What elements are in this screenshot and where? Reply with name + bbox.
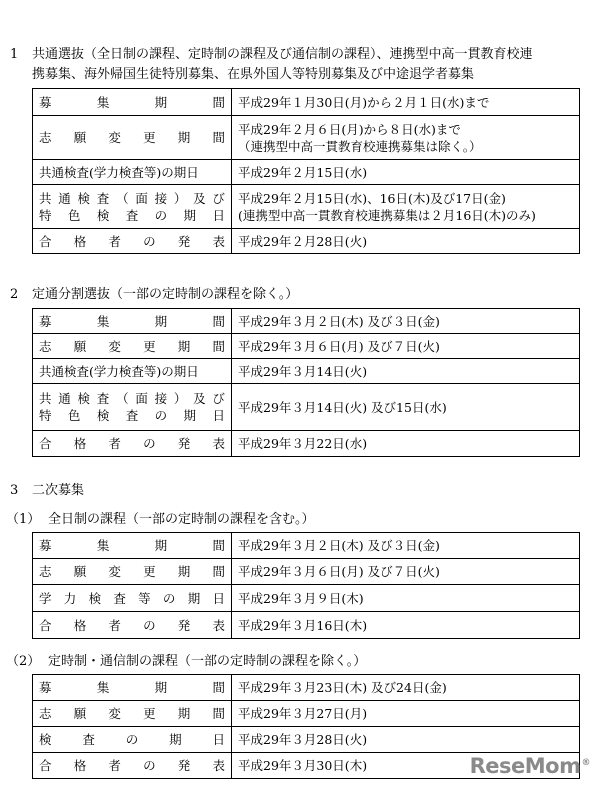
label-char: 表 — [212, 617, 225, 633]
label-char: 発 — [177, 758, 191, 773]
table-row — [33, 334, 580, 359]
row-label — [33, 334, 232, 359]
label-char: 合 — [39, 758, 52, 773]
row-label — [33, 753, 232, 779]
label-char: 合 — [39, 436, 52, 451]
label-char: 集 — [96, 538, 110, 553]
label-char: 特 — [39, 408, 52, 423]
value-line: （連携型中高一貫教育校連携募集は除く。） — [238, 138, 482, 154]
table-row — [33, 359, 580, 384]
label-char: ） — [173, 391, 187, 406]
row-label — [33, 675, 232, 701]
label-char: 募 — [39, 538, 52, 553]
label-char: 査 — [113, 590, 126, 606]
label-char: 面 — [135, 190, 148, 206]
label-char: 集 — [96, 94, 110, 110]
row-value: 平成29年２月15日(水) — [232, 160, 580, 185]
label-char: 色 — [67, 408, 81, 423]
label-char: 期 — [177, 706, 191, 721]
row-label — [33, 701, 232, 727]
table-row — [33, 185, 580, 229]
label-char: 間 — [212, 313, 225, 329]
label-char: 期 — [183, 207, 197, 223]
label-char: の — [143, 758, 156, 773]
label-char: 検 — [77, 391, 91, 406]
label-char: 変 — [108, 130, 121, 145]
table-row — [33, 309, 580, 334]
label-char: 者 — [108, 758, 121, 773]
label-char: 検 — [77, 190, 91, 206]
row-label — [33, 533, 232, 559]
table-row — [33, 675, 580, 701]
row-value: 平成29年３月９日(木) — [232, 585, 580, 612]
spaced-label — [39, 435, 225, 452]
label-char: 期 — [177, 564, 191, 579]
label-char: 募 — [39, 680, 52, 695]
label-char: 変 — [108, 564, 121, 579]
subsection-1-heading — [6, 510, 315, 530]
label-char: 変 — [108, 338, 121, 354]
row-label — [33, 585, 232, 612]
registered-mark: ® — [581, 758, 590, 768]
section-1-heading — [10, 45, 533, 65]
label-char: 発 — [177, 617, 191, 633]
label-char: 検 — [39, 732, 52, 747]
label-char: 間 — [212, 564, 225, 579]
table-row — [33, 559, 580, 585]
label-char: び — [212, 190, 225, 206]
label-char: 査 — [96, 391, 110, 406]
label-char: 期 — [154, 538, 168, 553]
table-row — [33, 229, 580, 254]
spaced-label — [39, 407, 225, 424]
label-char: の — [154, 408, 168, 423]
row-label — [33, 229, 232, 254]
label-char: 表 — [212, 233, 225, 249]
label-char: 検 — [88, 590, 102, 606]
label-char: 期 — [183, 408, 197, 423]
label-char: 査 — [125, 408, 139, 423]
label-char: の — [143, 233, 156, 249]
label-char: の — [162, 590, 176, 606]
label-char: 接 — [154, 391, 168, 406]
row-value: 平成29年３月28日(火) — [232, 727, 580, 753]
row-label — [33, 612, 232, 639]
label-char: （ — [116, 190, 129, 206]
value-line: (連携型中高一貫教育校連携募集は２月16日(木)のみ) — [238, 207, 536, 223]
spaced-label — [39, 94, 225, 111]
section-title-line: 携募集、海外帰国生徒特別募集、在県外国人等特別募集及び中途退学者募集 — [32, 67, 475, 82]
label-char: 者 — [108, 617, 121, 633]
label-char: 願 — [73, 564, 87, 579]
section-3-heading — [10, 481, 84, 501]
label-char: 間 — [212, 706, 225, 721]
label-char: 更 — [143, 338, 156, 354]
table-row — [33, 116, 580, 160]
row-value: 平成29年３月30日(木) — [232, 753, 580, 779]
row-value — [232, 185, 580, 229]
label-char: 及 — [193, 190, 206, 206]
row-value: 平成29年３月６日(月) 及び７日(火) — [232, 559, 580, 585]
row-value: 平成29年２月28日(火) — [232, 229, 580, 254]
table-row — [33, 701, 580, 727]
label-char: 期 — [177, 130, 191, 145]
row-label — [33, 116, 232, 160]
label-char: 募 — [39, 313, 52, 329]
label-char: の — [125, 732, 139, 747]
label-char: 志 — [39, 564, 52, 579]
section-title-line: 共通選抜（全日制の課程、定時制の課程及び通信制の課程）、連携型中高一貫教育校連 — [32, 47, 533, 62]
spaced-label — [39, 731, 225, 748]
spaced-label — [39, 563, 225, 580]
label-char: 発 — [177, 233, 191, 249]
label-char: 期 — [154, 94, 168, 110]
label-char: 集 — [96, 313, 110, 329]
label-char: 期 — [154, 680, 168, 695]
label-char: 及 — [193, 391, 206, 406]
row-label — [33, 309, 232, 334]
section-number: 3 — [10, 483, 19, 498]
row-label — [33, 89, 232, 116]
row-value: 平成29年３月２日(木) 及び３日(金) — [232, 533, 580, 559]
subsection-2-heading — [6, 652, 366, 672]
spaced-label — [39, 679, 225, 696]
label-char: 検 — [96, 408, 110, 423]
spaced-label — [39, 390, 225, 407]
spaced-label — [39, 338, 225, 355]
label-char: （ — [116, 391, 129, 406]
row-value: 平成29年３月16日(木) — [232, 612, 580, 639]
spaced-label — [39, 617, 225, 634]
row-value: 平成29年１月30日(月)から２月１日(水)まで — [232, 89, 580, 116]
value-line: 平成29年２月６日(月)から８日(水)まで — [238, 121, 461, 137]
table-row — [33, 533, 580, 559]
row-label — [33, 185, 232, 229]
label-char: 合 — [39, 233, 52, 249]
table-row — [33, 160, 580, 185]
label-char: 面 — [135, 391, 148, 406]
label-char: 志 — [39, 130, 52, 145]
spaced-label — [39, 757, 225, 774]
label-char: 格 — [73, 617, 87, 633]
label-char: 日 — [212, 207, 225, 223]
subsection-title: 全日制の課程（一部の定時制の課程を含む。） — [48, 512, 315, 527]
row-value: 平成29年３月22日(水) — [232, 431, 580, 457]
row-label: 共通検査(学力検査等)の期日 — [33, 160, 232, 185]
label-char: 集 — [96, 680, 110, 695]
label-char: 学 — [39, 590, 52, 606]
section-1-heading-cont — [32, 65, 474, 85]
label-char: 志 — [39, 706, 52, 721]
schedule-table-3-1 — [32, 532, 580, 639]
spaced-label — [39, 313, 225, 330]
label-char: 変 — [108, 706, 121, 721]
label-char: 者 — [108, 233, 121, 249]
label-char: 格 — [73, 436, 87, 451]
resemom-logo — [470, 754, 590, 778]
row-label — [33, 559, 232, 585]
logo-text: ReseMom — [469, 754, 581, 778]
label-char: 更 — [143, 706, 156, 721]
label-char: 接 — [154, 190, 168, 206]
spaced-label — [39, 207, 225, 224]
spaced-label — [39, 705, 225, 722]
label-char: 格 — [73, 758, 87, 773]
label-char: 色 — [67, 207, 81, 223]
label-char: 通 — [58, 391, 71, 406]
row-value — [232, 116, 580, 160]
row-value: 平成29年３月27日(月) — [232, 701, 580, 727]
label-char: 願 — [73, 338, 87, 354]
label-char: 査 — [125, 207, 139, 223]
value-line: 平成29年２月15日(水)、16日(木)及び17日(金) — [238, 190, 506, 206]
label-char: の — [143, 617, 156, 633]
section-2-heading — [10, 285, 298, 305]
section-title-line: 定通分割選抜（一部の定時制の課程を除く。） — [32, 287, 299, 302]
table-row — [33, 384, 580, 431]
label-char: 間 — [212, 538, 225, 553]
label-char: の — [154, 207, 168, 223]
row-value: 平成29年３月23日(木) 及び24日(金) — [232, 675, 580, 701]
label-char: 査 — [82, 732, 95, 747]
label-char: 日 — [212, 590, 225, 606]
label-char: 更 — [143, 564, 156, 579]
row-label — [33, 384, 232, 431]
label-char: 査 — [96, 190, 110, 206]
spaced-label — [39, 233, 225, 250]
label-char: 等 — [138, 590, 151, 606]
table-row — [33, 431, 580, 457]
label-char: 日 — [212, 732, 225, 747]
schedule-table-1 — [32, 88, 580, 254]
label-char: 力 — [63, 590, 77, 606]
label-char: 願 — [73, 130, 87, 145]
row-value: 平成29年３月６日(月) 及び７日(火) — [232, 334, 580, 359]
row-label — [33, 431, 232, 457]
label-char: 期 — [187, 590, 201, 606]
label-char: 間 — [212, 94, 225, 110]
subsection-number: （2） — [6, 654, 41, 669]
label-char: 表 — [212, 758, 225, 773]
label-char: 期 — [154, 313, 168, 329]
section-number: 1 — [10, 47, 19, 62]
label-char: 期 — [169, 732, 182, 747]
label-char: 共 — [39, 190, 52, 206]
row-value: 平成29年３月２日(木) 及び３日(金) — [232, 309, 580, 334]
label-char: 更 — [143, 130, 156, 145]
row-label — [33, 727, 232, 753]
label-char: 間 — [212, 130, 225, 145]
label-char: 間 — [212, 680, 225, 695]
label-char: 間 — [212, 338, 225, 354]
label-char: 検 — [96, 207, 110, 223]
section-title-line: 二次募集 — [32, 483, 85, 498]
label-char: 格 — [73, 233, 87, 249]
label-char: び — [212, 391, 225, 406]
label-char: 期 — [177, 338, 191, 354]
table-row — [33, 612, 580, 639]
table-row — [33, 89, 580, 116]
subsection-title: 定時制・通信制の課程（一部の定時制の課程を除く。） — [48, 654, 367, 669]
row-label: 共通検査(学力検査等)の期日 — [33, 359, 232, 384]
row-value: 平成29年３月14日(火) — [232, 359, 580, 384]
table-row — [33, 585, 580, 612]
spaced-label — [39, 129, 225, 146]
section-number: 2 — [10, 287, 19, 302]
spaced-label — [39, 590, 225, 607]
label-char: 表 — [212, 436, 225, 451]
label-char: 願 — [73, 706, 87, 721]
label-char: 発 — [177, 436, 191, 451]
label-char: 通 — [58, 190, 71, 206]
schedule-table-2 — [32, 308, 580, 457]
label-char: ） — [173, 190, 187, 206]
label-char: 募 — [39, 94, 52, 110]
row-value: 平成29年３月14日(火) 及び15日(水) — [232, 384, 580, 431]
spaced-label — [39, 537, 225, 554]
label-char: 特 — [39, 207, 52, 223]
label-char: 志 — [39, 338, 52, 354]
subsection-number: （1） — [6, 512, 41, 527]
label-char: 合 — [39, 617, 52, 633]
spaced-label — [39, 190, 225, 207]
label-char: の — [143, 436, 156, 451]
label-char: 者 — [108, 436, 121, 451]
table-row — [33, 727, 580, 753]
label-char: 共 — [39, 391, 52, 406]
label-char: 日 — [212, 408, 225, 423]
